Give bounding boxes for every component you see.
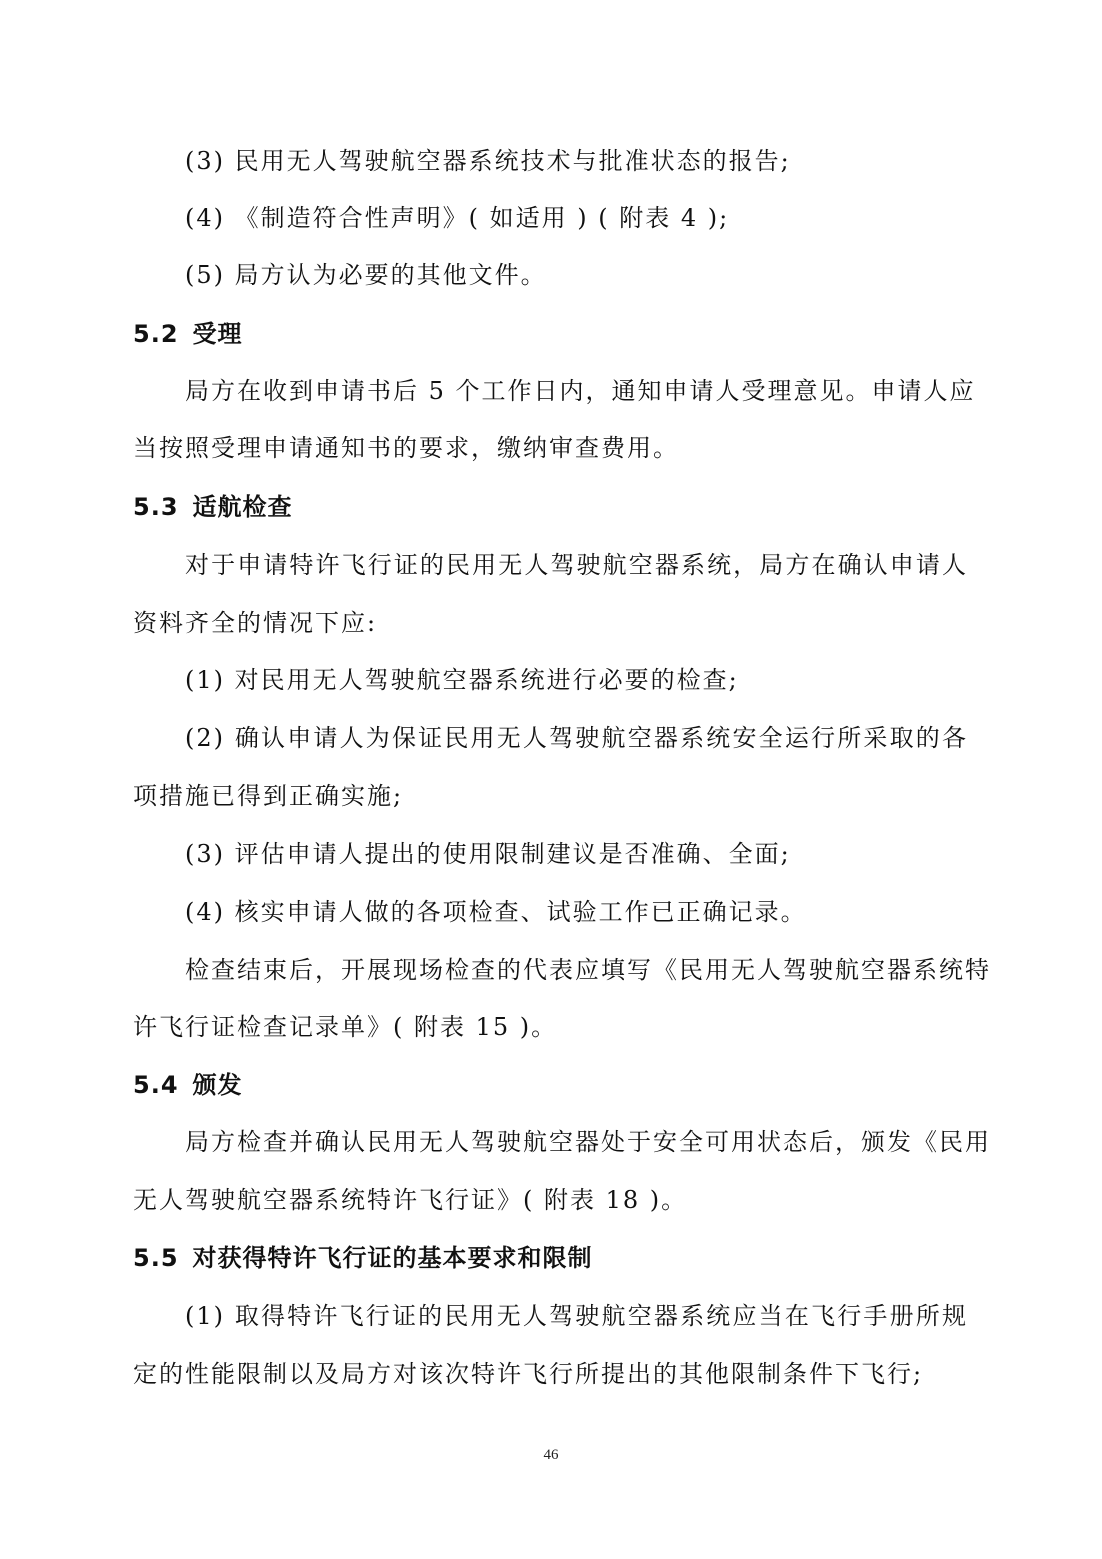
section-heading-5-2 — [0, 318, 1102, 350]
list-item-5-3-4: (4) 核实申请人做的各项检查、试验工作已正确记录。 — [185, 898, 807, 926]
list-item-5-5-1: (1) 取得特许飞行证的民用无人驾驶航空器系统应当在飞行手册所规 — [185, 1302, 968, 1330]
list-item-5-3-1: (1) 对民用无人驾驶航空器系统进行必要的检查; — [185, 666, 739, 694]
paragraph-line: 资料齐全的情况下应: — [133, 609, 378, 637]
section-title: 受理 — [192, 320, 243, 348]
section-heading-5-5 — [0, 1242, 1102, 1274]
paragraph-line: 无人驾驶航空器系统特许飞行证》( 附表 18 )。 — [133, 1186, 688, 1214]
list-item-5-1-4: (4) 《制造符合性声明》( 如适用 ) ( 附表 4 ); — [185, 204, 730, 232]
paragraph-line: 当按照受理申请通知书的要求，缴纳审查费用。 — [133, 434, 679, 462]
paragraph-line: 许飞行证检查记录单》( 附表 15 )。 — [133, 1013, 558, 1041]
paragraph-line: 项措施已得到正确实施; — [133, 782, 404, 810]
section-number: 5.3 — [133, 493, 179, 521]
list-item-5-1-5: (5) 局方认为必要的其他文件。 — [185, 261, 547, 289]
paragraph-line: 定的性能限制以及局方对该次特许飞行所提出的其他限制条件下飞行; — [133, 1360, 924, 1388]
list-item-5-3-2: (2) 确认申请人为保证民用无人驾驶航空器系统安全运行所采取的各 — [185, 724, 968, 752]
list-item-5-1-3: (3) 民用无人驾驶航空器系统技术与批准状态的报告; — [185, 147, 791, 175]
section-title: 适航检查 — [192, 493, 293, 521]
section-number: 5.5 — [133, 1244, 179, 1272]
section-number: 5.4 — [133, 1071, 179, 1099]
section-title: 颁发 — [192, 1071, 243, 1099]
section-heading-5-4 — [0, 1069, 1102, 1101]
paragraph-line: 局方在收到申请书后 5 个工作日内，通知申请人受理意见。申请人应 — [185, 377, 976, 405]
paragraph-line: 局方检查并确认民用无人驾驶航空器处于安全可用状态后，颁发《民用 — [185, 1128, 991, 1156]
paragraph-line: 对于申请特许飞行证的民用无人驾驶航空器系统，局方在确认申请人 — [185, 551, 968, 579]
list-item-5-3-3: (3) 评估申请人提出的使用限制建议是否准确、全面; — [185, 840, 791, 868]
section-title: 对获得特许飞行证的基本要求和限制 — [192, 1244, 593, 1272]
section-heading-5-3 — [0, 491, 1102, 523]
page-number: 46 — [543, 1447, 559, 1463]
section-number: 5.2 — [133, 320, 179, 348]
paragraph-line: 检查结束后，开展现场检查的代表应填写《民用无人驾驶航空器系统特 — [185, 956, 991, 984]
